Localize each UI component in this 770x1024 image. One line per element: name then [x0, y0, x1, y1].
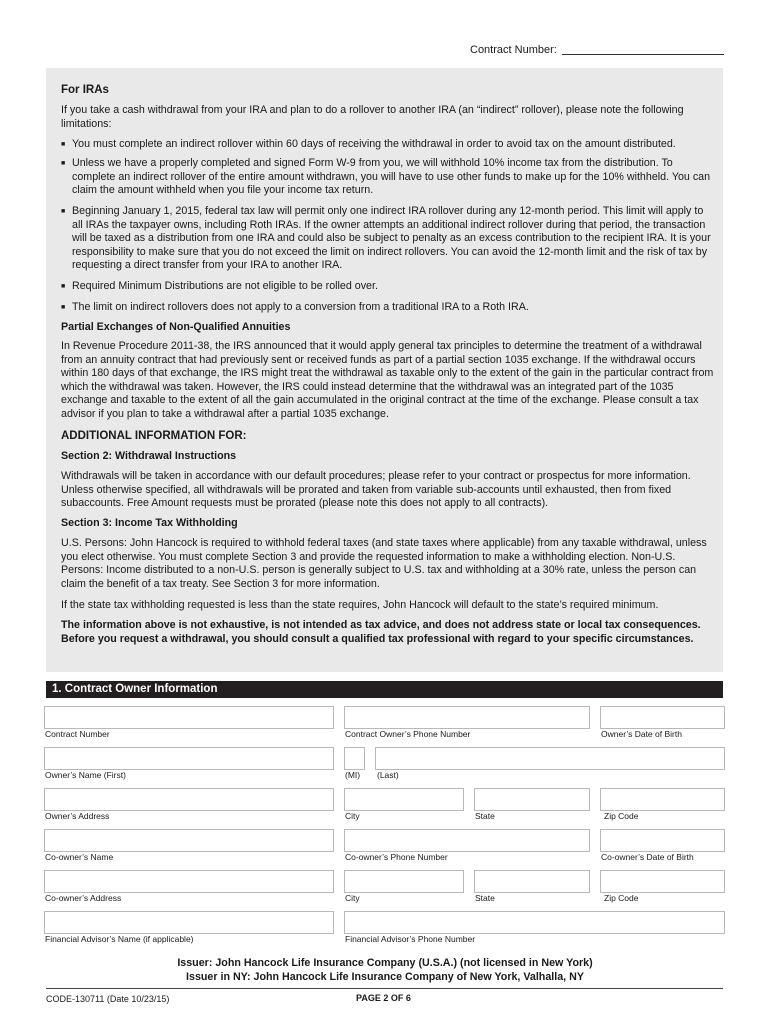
owner-mi-label: (MI): [345, 770, 361, 780]
ira-bullet-3: ■ Beginning January 1, 2015, federal tax law will permit only one indirect IRA rollover during any 12-month period. This limit will apply to all IRAs the taxpayer owns, including Roth IRAs. If the owner attempts an additional indirect rollover during that period, the transaction will be taxed as a distribution from one IRA and could also be subject to penalty as an excess contribution to the recipient IRA. It is your responsibility to make sure that you do not exceed the limit on indirect rollovers. You can avoid the 12-month limit and the risk of tax by requesting a direct transfer from your IRA to another IRA.: [72, 205, 715, 273]
section2-body: Withdrawals will be taken in accordance with our default procedures; please refer to your contract or prospectus for more information. Unless otherwise specified, all withdrawals will be prorated and taken from variable sub-accounts until exhausted, then from fixed subaccounts. Free Amount requests must be prorated (please note this does not apply to all contracts).: [61, 470, 691, 510]
section1-header: 1. Contract Owner Information: [46, 681, 723, 698]
ira-bullet-1: ■ You must complete an indirect rollover within 60 days of receiving the withdrawal in order to avoid tax on the amount distributed.: [72, 138, 715, 152]
additional-info-title: ADDITIONAL INFORMATION FOR:: [61, 430, 247, 442]
contract-number-label: Contract Number:: [470, 44, 557, 56]
coowner-city-field[interactable]: [344, 870, 464, 893]
coowner-state-label: State: [475, 893, 495, 903]
owner-address-label: Owner’s Address: [45, 811, 110, 821]
partial-exchange-title: Partial Exchanges of Non-Qualified Annuities: [61, 321, 291, 333]
contract-number-field[interactable]: [44, 706, 334, 729]
owner-state-field[interactable]: [474, 788, 590, 811]
coowner-state-field[interactable]: [474, 870, 590, 893]
owner-last-name-field[interactable]: [375, 747, 725, 770]
owner-state-label: State: [475, 811, 495, 821]
advisor-name-field[interactable]: [44, 911, 334, 934]
advisor-phone-field[interactable]: [344, 911, 725, 934]
coowner-address-field[interactable]: [44, 870, 334, 893]
owner-mi-field[interactable]: [344, 747, 365, 770]
ira-intro: If you take a cash withdrawal from your IRA and plan to do a rollover to another IRA (an “indirect” rollover), please note the following limitations:: [61, 104, 684, 130]
form-code: CODE-130711 (Date 10/23/15): [46, 994, 170, 1004]
coowner-phone-label: Co-owner’s Phone Number: [345, 852, 448, 862]
ira-bullet-4: ■ Required Minimum Distributions are not eligible to be rolled over.: [72, 280, 715, 294]
coowner-phone-field[interactable]: [344, 829, 590, 852]
owner-address-field[interactable]: [44, 788, 334, 811]
advisor-phone-label: Financial Advisor’s Phone Number: [345, 934, 476, 944]
partial-exchange-body: In Revenue Procedure 2011-38, the IRS announced that it would apply general tax principles to determine the treatment of a withdrawal from an annuity contract that had previously sent or received funds as part of a partial section 1035 exchange. If the withdrawal occurs within 180 days of that exchange, the IRS might treat the withdrawal as taxable only to the extent of the gain in the particular contract from which the withdrawal was taken. However, the IRS could instead determine that the withdrawal was an integrated part of the 1035 exchange and taxable to the extent of all the gain accumulated in the original contract at the time of the exchange. Please consult a tax advisor if you plan to take a withdrawal after a partial 1035 exchange.: [61, 340, 714, 420]
footer-rule: [46, 988, 723, 989]
issuer-usa: Issuer: John Hancock Life Insurance Company (U.S.A.) (not licensed in New York): [177, 957, 593, 969]
section3-body: U.S. Persons: John Hancock is required to withhold federal taxes (and state taxes where applicable) from any taxable withdrawal, unless you elect otherwise. You must complete Section 3 and provide the requested information to make a withholding election. Non-U.S. Persons: Income distributed to a non-U.S. person is generally subject to U.S. tax and withholding at a 30% rate, unless the person can claim the benefit of a tax treaty. See Section 3 for more information.: [61, 537, 707, 590]
section2-title: Section 2: Withdrawal Instructions: [61, 450, 237, 462]
coowner-address-label: Co-owner’s Address: [45, 893, 122, 903]
coowner-zip-field[interactable]: [600, 870, 725, 893]
owner-city-label: City: [345, 811, 360, 821]
ira-bullet-5: ■ The limit on indirect rollovers does not apply to a conversion from a traditional IRA to a Roth IRA.: [72, 301, 715, 315]
ira-title: For IRAs: [61, 84, 109, 96]
coowner-dob-label: Co-owner’s Date of Birth: [601, 852, 694, 862]
section3-title: Section 3: Income Tax Withholding: [61, 517, 238, 529]
owner-zip-field[interactable]: [600, 788, 725, 811]
owner-dob-field[interactable]: [600, 706, 725, 729]
owner-first-name-field[interactable]: [44, 747, 334, 770]
issuer-ny: Issuer in NY: John Hancock Life Insurance Company of New York, Valhalla, NY: [186, 971, 584, 983]
coowner-name-label: Co-owner’s Name: [45, 852, 114, 862]
tax-disclaimer: The information above is not exhaustive, is not intended as tax advice, and does not address state or local tax consequences. Before you request a withdrawal, you should consult a qualified tax professional with regard to your specific circumstances.: [61, 619, 701, 645]
owner-city-field[interactable]: [344, 788, 464, 811]
owner-phone-label: Contract Owner’s Phone Number: [345, 729, 471, 739]
owner-zip-label: Zip Code: [604, 811, 639, 821]
contract-number-label: Contract Number: [45, 729, 110, 739]
coowner-name-field[interactable]: [44, 829, 334, 852]
page-number: PAGE 2 OF 6: [356, 993, 411, 1003]
advisor-name-label: Financial Advisor’s Name (if applicable): [45, 934, 194, 944]
owner-first-name-label: Owner’s Name (First): [45, 770, 126, 780]
coowner-zip-label: Zip Code: [604, 893, 639, 903]
state-withholding-note: If the state tax withholding requested is less than the state requires, John Hancock will default to the state’s required minimum.: [61, 599, 659, 611]
ira-bullet-2: ■ Unless we have a properly completed and signed Form W-9 from you, we will withhold 10% income tax from the distribution. To complete an indirect rollover of the entire amount withdrawn, you will have to use other funds to make up for the 10% withheld. You can claim the amount withheld when you file your income tax return.: [72, 157, 715, 198]
coowner-dob-field[interactable]: [600, 829, 725, 852]
owner-phone-field[interactable]: [344, 706, 590, 729]
owner-dob-label: Owner’s Date of Birth: [601, 729, 682, 739]
owner-last-name-label: (Last): [377, 770, 399, 780]
contract-number-line[interactable]: [562, 54, 724, 55]
coowner-city-label: City: [345, 893, 360, 903]
